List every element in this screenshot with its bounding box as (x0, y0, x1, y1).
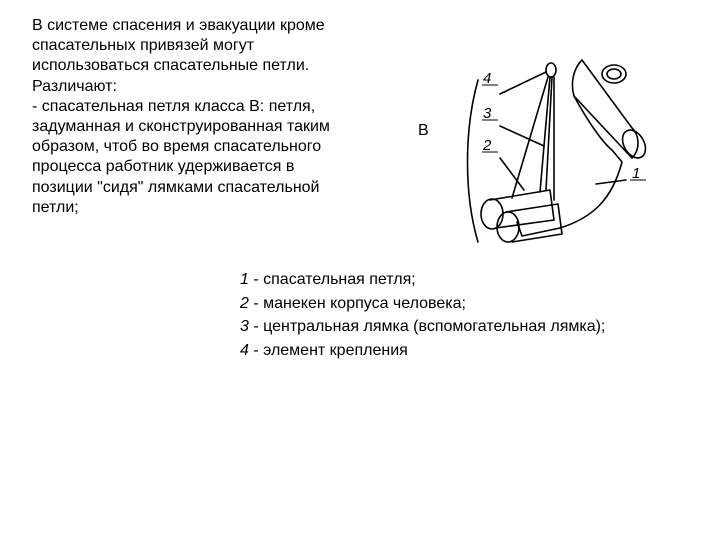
legend-text: - манекен корпуса человека; (248, 294, 466, 312)
intro-line: образом, чтоб во время спасательного (32, 138, 322, 156)
leader-2 (500, 158, 524, 190)
intro-line: задуманная и сконструированная таким (32, 118, 330, 136)
figure-legend (240, 268, 605, 362)
callout-3: 3 (483, 105, 492, 122)
leader-3 (500, 126, 544, 146)
intro-line: позиции "сидя" лямками спасательной (32, 178, 320, 196)
legend-text: - спасательная петля; (248, 271, 416, 288)
legend-number: 1 (240, 271, 249, 288)
intro-line: - спасательная петля класса В: петля, (32, 97, 316, 115)
anchor-element (546, 63, 556, 77)
legend-number: 4 (240, 341, 249, 359)
legend-item (240, 292, 605, 316)
rescue-loop-figure (462, 50, 662, 255)
class-label: В (418, 122, 429, 139)
leader-1 (596, 180, 626, 184)
strap-left (512, 77, 548, 198)
legend-item (240, 339, 605, 363)
dummy-shoulder-end (618, 126, 650, 162)
callout-2: 2 (483, 137, 492, 154)
intro-text (32, 16, 382, 218)
callout-1: 1 (632, 165, 641, 182)
callout-4: 4 (483, 70, 492, 87)
leader-4 (500, 72, 546, 94)
intro-line: процесса работник удерживается в (32, 158, 295, 176)
intro-line: петли; (32, 198, 79, 216)
dummy-neck-ring (602, 65, 626, 83)
intro-line: В системе спасения и эвакуации кроме (32, 17, 325, 34)
intro-line: Различают: (32, 77, 117, 95)
dummy-body (517, 96, 622, 236)
intro-line: спасательных привязей могут (32, 37, 255, 55)
legend-item (240, 268, 605, 292)
legend-text: - центральная лямка (вспомогательная лямка); (248, 318, 606, 335)
intro-line: использоваться спасательные петли. (32, 57, 310, 75)
bracket-arc (468, 80, 479, 242)
legend-item (240, 315, 605, 339)
legend-number: 2 (240, 294, 249, 312)
legend-number: 3 (240, 318, 249, 335)
legend-text: - элемент крепления (248, 341, 408, 359)
